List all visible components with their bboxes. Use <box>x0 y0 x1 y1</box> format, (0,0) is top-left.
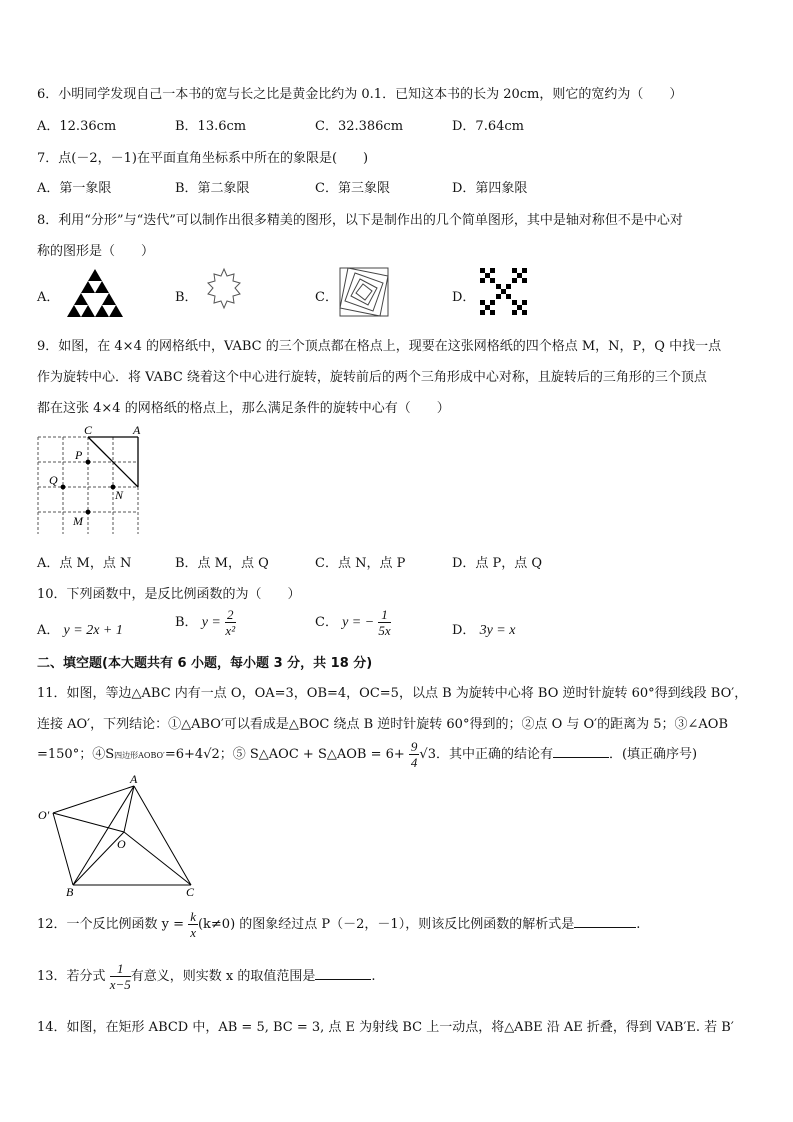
q10-option-d-label: D． <box>452 623 476 638</box>
triangle-label-c: C <box>186 885 195 899</box>
q13-end: . <box>371 969 376 984</box>
section-2-title: 二、填空题(本大题共有 6 小题，每小题 3 分，共 18 分) <box>37 656 373 671</box>
q13-line <box>37 962 375 991</box>
q6-option-b: B．13.6cm <box>175 119 247 134</box>
q11-line1: 11．如图，等边△ABC 内有一点 O，OA=3，OB=4，OC=5，以点 B 为旋转中心将 BO 逆时针旋转 60°得到线段 BO′， <box>37 686 748 701</box>
q8-stem-line2: 称的图形是（ ） <box>37 244 155 259</box>
q10-stem: 10．下列函数中，是反比例函数的为（ ） <box>37 587 301 602</box>
q11-line3-sub: 四边形AOBO′ <box>114 751 165 760</box>
q7-stem: 7．点(－2，－1)在平面直角坐标系中所在的象限是( ) <box>37 151 369 166</box>
grid-label-m: M <box>73 514 83 528</box>
q12-end: . <box>636 917 641 932</box>
q7-option-c: C．第三象限 <box>315 181 390 196</box>
vicsek-fractal-figure <box>480 268 528 316</box>
q6-stem: 6．小明同学发现自己一本书的宽与长之比是黄金比约为 0.1．已知这本书的长为 20cm，则它的宽约为（ ） <box>37 87 683 102</box>
q10-option-c-den: 5x <box>378 623 391 638</box>
q13-num: 1 <box>110 962 131 977</box>
q12-answer-blank <box>574 915 636 928</box>
q10-option-a-expr: y = 2x + 1 <box>63 623 123 638</box>
q10-option-d-expr: 3y = x <box>479 623 516 638</box>
q12-num: k <box>190 909 196 924</box>
q12-line <box>37 910 640 939</box>
grid-label-n: N <box>115 488 124 502</box>
q11-frac-num: 9 <box>410 739 418 754</box>
rotating-squares-figure <box>338 266 392 320</box>
q8-option-c-label: C． <box>315 290 338 305</box>
triangle-label-o: O <box>117 837 126 851</box>
q11-line3c: √3．其中正确的结论有 <box>419 747 553 762</box>
q9-stem-line3: 都在这张 4×4 的网格纸的格点上，那么满足条件的旋转中心有（ ） <box>37 401 450 416</box>
q14-line: 14．如图，在矩形 ABCD 中，AB = 5, BC = 3, 点 E 为射线 BC 上一动点，将△ABE 沿 AE 折叠，得到 VAB′E. 若 B′ <box>37 1020 734 1035</box>
q11-line3d: ．(填正确序号) <box>608 747 698 762</box>
q10-option-c-num: 1 <box>378 608 390 623</box>
koch-snowflake-figure <box>200 266 248 318</box>
triangle-label-o-prime: O′ <box>38 808 50 822</box>
q11-line3a: =150°；④S <box>37 747 115 762</box>
q12-den: x <box>190 925 196 940</box>
q6-option-c: C．32.386cm <box>315 119 404 134</box>
q10-option-a-label: A． <box>37 623 60 638</box>
triangle-label-a: A <box>130 772 138 786</box>
q11-line3 <box>37 740 697 769</box>
q8-option-d-label: D． <box>452 290 476 305</box>
q8-option-b-label: B． <box>175 290 198 305</box>
equilateral-triangle-figure <box>36 772 206 900</box>
q9-option-a: A．点 M，点 N <box>37 556 132 571</box>
q9-option-b: B．点 M，点 Q <box>175 556 269 571</box>
q7-option-a: A．第一象限 <box>37 181 112 196</box>
q9-option-d: D．点 P，点 Q <box>452 556 543 571</box>
grid-figure <box>33 422 145 534</box>
grid-label-p: P <box>75 448 83 462</box>
q10-option-d <box>452 619 515 639</box>
q13-answer-blank <box>315 967 371 980</box>
sierpinski-triangle-figure <box>62 267 128 319</box>
grid-label-a: A <box>133 423 141 437</box>
q9-option-c: C．点 N，点 P <box>315 556 406 571</box>
q13-pre: 13．若分式 <box>37 969 106 984</box>
q12-post: (k≠0) 的图象经过点 P（－2，－1），则该反比例函数的解析式是 <box>197 917 575 932</box>
q10-option-c-lhs: y = − <box>342 615 375 630</box>
q12-pre: 12．一个反比例函数 y = <box>37 917 185 932</box>
q11-line2: 连接 AO′，下列结论：①△ABO′可以看成是△BOC 绕点 B 逆时针旋转 60°得到的；②点 O 与 O′的距离为 5；③∠AOB <box>37 717 728 732</box>
q10-option-c-label: C． <box>315 615 338 630</box>
q6-option-d: D．7.64cm <box>452 119 524 134</box>
q6-option-a: A．12.36cm <box>37 119 117 134</box>
q9-stem-line1: 9．如图，在 4×4 的网格纸中，VABC 的三个顶点都在格点上，现要在这张网格纸的四个格点 M，N，P，Q 中找一点 <box>37 339 722 354</box>
q10-option-b-num: 2 <box>227 607 234 622</box>
q7-option-d: D．第四象限 <box>452 181 528 196</box>
q10-option-b-den: x² <box>225 623 236 638</box>
q11-answer-blank <box>553 745 609 758</box>
grid-label-q: Q <box>49 473 58 487</box>
q10-option-c <box>315 608 391 637</box>
q13-den: x−5 <box>109 977 131 992</box>
q10-option-b-label: B． <box>175 615 198 630</box>
grid-label-c: C <box>84 423 93 437</box>
q13-post: 有意义，则实数 x 的取值范围是 <box>130 969 316 984</box>
q10-option-b <box>175 608 236 637</box>
q7-option-b: B．第二象限 <box>175 181 250 196</box>
q11-frac-den: 4 <box>410 755 418 770</box>
triangle-label-b: B <box>66 885 74 899</box>
q11-line3b: =6+4√2；⑤ S△AOC + S△AOB = 6+ <box>164 747 405 762</box>
q10-option-b-lhs: y = <box>201 615 221 630</box>
q8-stem-line1: 8．利用“分形”与“迭代”可以制作出很多精美的图形，以下是制作出的几个简单图形，其中是轴对称但不是中心对 <box>37 213 683 228</box>
q9-stem-line2: 作为旋转中心．将 VABC 绕着这个中心进行旋转，旋转前后的两个三角形成中心对称，且旋转后的三角形的三个顶点 <box>37 370 707 385</box>
q10-option-a <box>37 619 123 639</box>
q8-option-a-label: A． <box>37 290 60 305</box>
